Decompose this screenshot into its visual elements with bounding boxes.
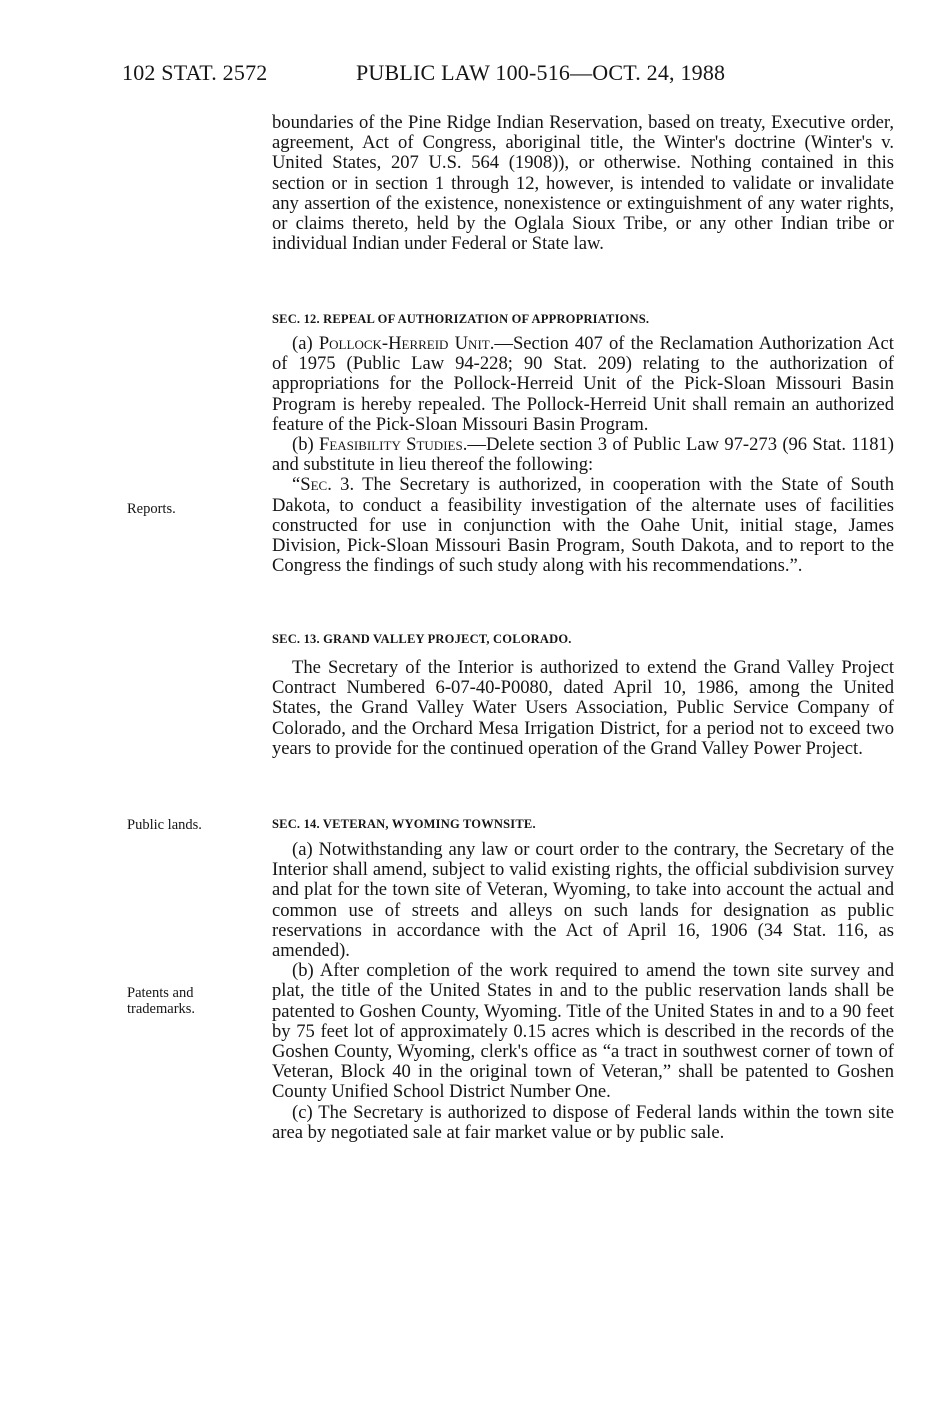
subsection-a-text: .—Section 407 of the Reclamation Authorization Act of 1975 (Public Law 94-228; 90 Stat. 209) relating to the authorization of appropriations for the Pollock-Herreid Unit of the Pick-Sloan Missouri Basin Program is hereby repealed. The Pollock-Herreid Unit shall remain an authorized feature of the Pick-Sloan Missouri Basin Program. xyxy=(272,333,894,435)
running-title: PUBLIC LAW 100-516—OCT. 24, 1988 xyxy=(356,60,726,85)
continuation-paragraph: boundaries of the Pine Ridge Indian Reservation, based on treaty, Executive order, agreement, Act of Congress, aboriginal title, the Winter's doctrine (Winter's v. United States, 207 U.S. 564 (1908)), or otherwise. Nothing contained in this section or in section 1 through 12, however, is intended to validate or invalidate any assertion of the existence, nonexistence or extinguishment of any water rights, or claims thereto, held by the Oglala Sioux Tribe, or any other Indian tribe or individual Indian under Federal or State law. xyxy=(272,112,894,255)
subsection-b-text: .—Delete section 3 of Public Law 97-273 (96 Stat. 1181) and substitute in lieu thereof the following: xyxy=(272,434,894,476)
section-13-paragraph: The Secretary of the Interior is authorized to extend the Grand Valley Project Contract Numbered 6-07-40-P0080, dated April 10, 1986, among the United States, the Grand Valley Water Users Association, Public Service Company of Colorado, and the Orchard Mesa Irrigation District, for a period not to exceed two years to provide for the continued operation of the Grand Valley Power Project. xyxy=(272,657,894,759)
subsection-a-title: Pollock-Herreid Unit xyxy=(318,333,490,354)
subsection-b-title: Feasibility Studies xyxy=(319,434,463,456)
section-14-body xyxy=(272,840,894,1143)
section-14-subsection-c: (c) The Secretary is authorized to dispose of Federal lands within the town site area by negotiated sale at fair market value or by public sale. xyxy=(272,1101,894,1143)
quote-mark: “ xyxy=(292,474,301,496)
quote-text: . 3. The Secretary is authorized, in cooperation with the State of South Dakota, to conduct a feasibility investigation of the alternate uses of facilities constructed for use in conjunction with the Oahe Unit, initial stage, James Division, Pick-Sloan Missouri Basin Program, South Dakota, and to report to the Congress the findings of such study along with his recommendations.”. xyxy=(272,474,894,577)
subsection-b-label: (b) xyxy=(292,434,319,456)
section-12-subsection-a xyxy=(272,334,894,435)
continuation-block xyxy=(272,113,894,254)
section-14-subsection-a: (a) Notwithstanding any law or court order to the contrary, the Secretary of the Interior shall amend, subject to valid existing rights, the official subdivision survey and plat for the town site of Veteran, Wyoming, to take into account the actual and common use of streets and alleys on such lands for designation as public reservations in accordance with the Act of April 16, 1906 (34 Stat. 116, as amended). xyxy=(272,839,894,962)
subsection-a-label: (a) xyxy=(292,333,319,354)
margin-note-patents: Patents and trademarks. xyxy=(127,985,196,1017)
section-12-body xyxy=(272,334,894,576)
section-14-heading: SEC. 14. VETERAN, WYOMING TOWNSITE. xyxy=(272,817,536,831)
margin-note-public-lands: Public lands. xyxy=(127,817,202,833)
section-14-subsection-b: (b) After completion of the work required to amend the town site survey and plat, the title of the United States in and to the public reservation lands shall be patented to Goshen County, Wyoming. Title of the United States in and to a 90 feet by 75 feet lot of approximately 0.15 acres which is described in the records of the Goshen County, Wyoming, clerk's office as “a tract in southwest corner of town of Veteran, Block 40 in the original town of Veteran,” shall be patented to Goshen County Unified School District Number One. xyxy=(272,960,894,1103)
section-13-body xyxy=(272,658,894,759)
quote-sec-label: Sec xyxy=(300,474,328,496)
margin-note-reports: Reports. xyxy=(127,501,176,517)
section-12-subsection-b xyxy=(272,435,894,475)
page-citation: 102 STAT. 2572 xyxy=(122,60,268,85)
section-13-heading: SEC. 13. GRAND VALLEY PROJECT, COLORADO. xyxy=(272,632,572,646)
quoted-section-3 xyxy=(272,475,894,576)
section-12-heading: SEC. 12. REPEAL OF AUTHORIZATION OF APPROPRIATIONS. xyxy=(272,312,650,326)
